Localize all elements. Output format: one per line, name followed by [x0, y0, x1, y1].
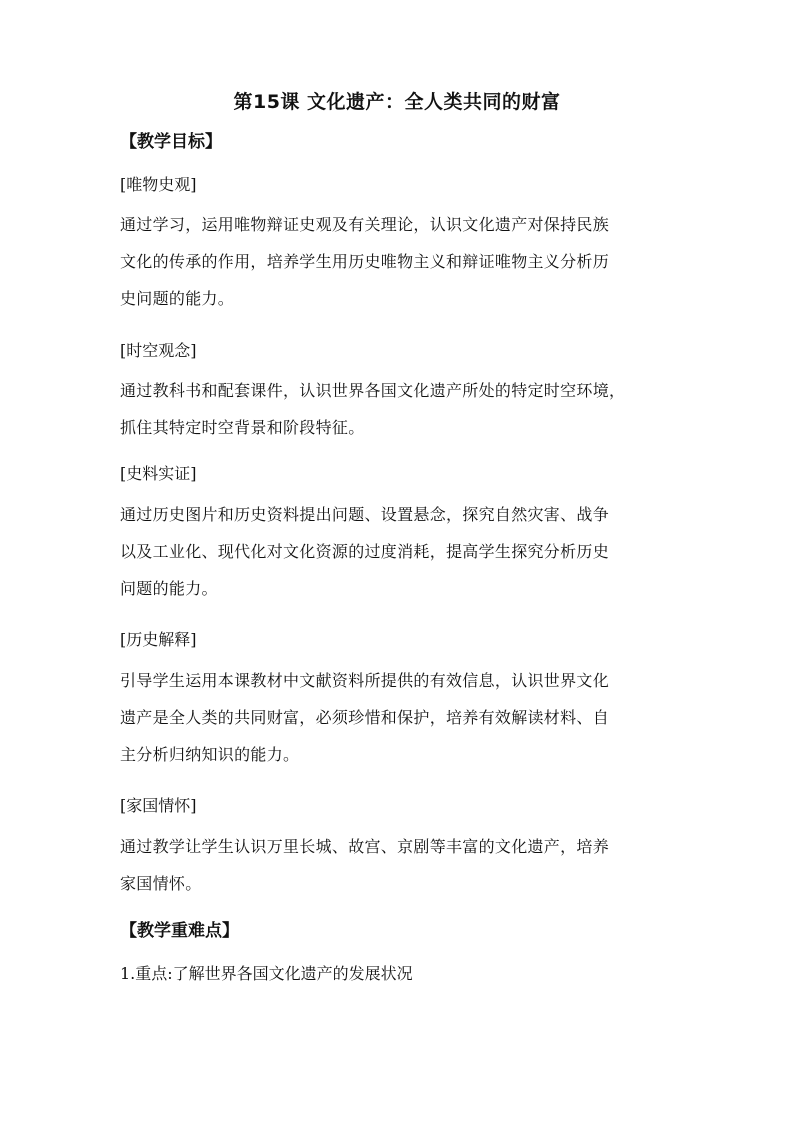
document-title: 第15课 文化遗产：全人类共同的财富	[233, 91, 561, 113]
spacetime-label: [时空观念]	[120, 341, 197, 360]
paragraph-line: 通过学习，运用唯物辩证史观及有关理论，认识文化遗产对保持民族	[120, 215, 610, 234]
paragraph-line: 史问题的能力。	[120, 289, 235, 308]
key-points-heading: 【教学重难点】	[120, 921, 239, 941]
paragraph-line: 问题的能力。	[120, 579, 218, 598]
paragraph-line: 通过教学让学生认识万里长城、故宫、京剧等丰富的文化遗产，培养	[120, 837, 610, 856]
paragraph-line: 抓住其特定时空背景和阶段特征。	[120, 418, 365, 437]
paragraph-line: 以及工业化、现代化对文化资源的过度消耗，提高学生探究分析历史	[120, 542, 610, 561]
evidence-paragraph	[120, 496, 680, 607]
paragraph-line: 主分析归纳知识的能力。	[120, 745, 300, 764]
patriotism-label: [家国情怀]	[120, 796, 197, 815]
paragraph-line: 引导学生运用本课教材中文献资料所提供的有效信息，认识世界文化	[120, 671, 610, 690]
patriotism-paragraph	[120, 828, 680, 902]
paragraph-line: 文化的传承的作用，培养学生用历史唯物主义和辩证唯物主义分析历	[120, 252, 610, 271]
key-point-1: 1.重点:了解世界各国文化遗产的发展状况	[120, 964, 413, 983]
evidence-label: [史料实证]	[120, 464, 197, 483]
spacetime-paragraph	[120, 372, 680, 446]
materialism-label: [唯物史观]	[120, 175, 197, 194]
paragraph-line: 通过历史图片和历史资料提出问题、设置悬念，探究自然灾害、战争	[120, 505, 610, 524]
teaching-objectives-heading: 【教学目标】	[120, 132, 222, 152]
materialism-paragraph	[120, 206, 680, 317]
paragraph-line: 通过教科书和配套课件，认识世界各国文化遗产所处的特定时空环境，	[120, 381, 626, 400]
paragraph-line: 遗产是全人类的共同财富，必须珍惜和保护，培养有效解读材料、自	[120, 708, 610, 727]
interpretation-label: [历史解释]	[120, 630, 197, 649]
interpretation-paragraph	[120, 662, 680, 773]
paragraph-line: 家国情怀。	[120, 874, 202, 893]
